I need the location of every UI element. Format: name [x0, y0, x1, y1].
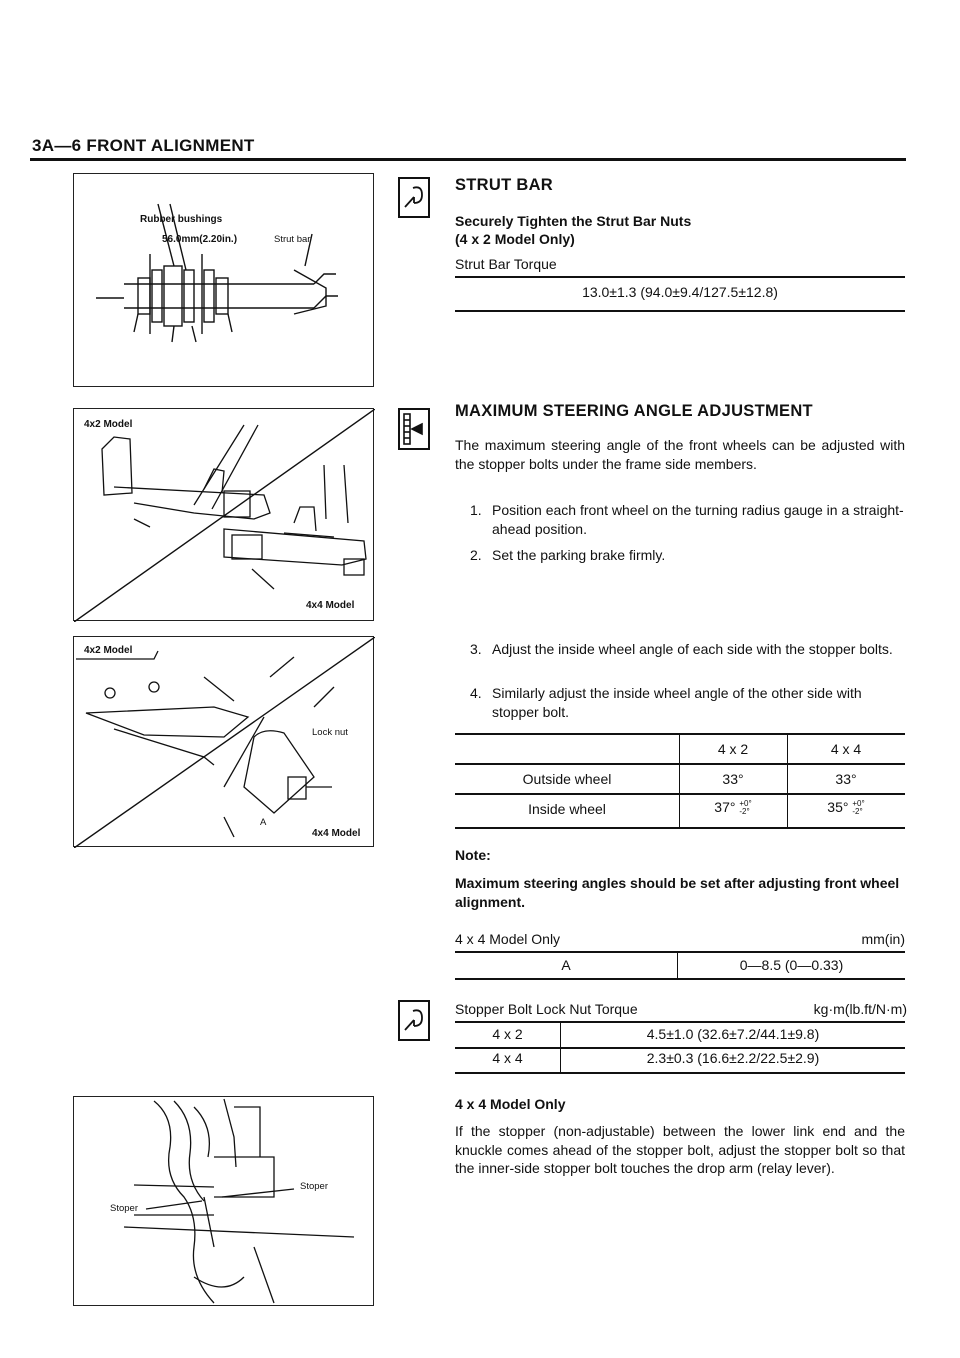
a-row-label: A — [561, 957, 571, 973]
outside-wheel-4x2: 33° — [722, 771, 744, 787]
model-layout-figure — [73, 408, 374, 621]
lock-nut-torque-unit: kg·m(lb.ft/N·m) — [813, 1001, 907, 1017]
strut-torque-value: 13.0±1.3 (94.0±9.4/127.5±12.8) — [582, 284, 778, 300]
step-2-number: 2. — [470, 547, 482, 563]
inside-wheel-label: Inside wheel — [528, 801, 606, 817]
a-table-rule-bottom — [455, 978, 905, 980]
lock-nut-label: Lock nut — [312, 727, 348, 738]
angle-table-divider-1 — [679, 733, 680, 828]
step-4-text: Similarly adjust the inside wheel angle of the other side with stopper bolt. — [492, 685, 862, 720]
inside-wheel-4x4-tolerance — [852, 800, 864, 816]
step-4-number: 4. — [470, 685, 482, 701]
strut-torque-rule-bottom — [455, 310, 905, 312]
step-4 — [470, 684, 906, 724]
inside-wheel-4x4-tol-minus: -2° — [852, 807, 863, 817]
step-1-text: Position each front wheel on the turning radius gauge in a straight-ahead position. — [492, 502, 904, 537]
dimension-a-label: A — [260, 817, 267, 828]
adjust-angle-icon — [398, 408, 430, 450]
step-1-number: 1. — [470, 502, 482, 518]
step-2 — [470, 546, 906, 566]
model-layout-drawing — [74, 409, 375, 622]
note-text: Maximum steering angles should be set after adjusting front wheel alignment. — [455, 875, 900, 910]
inside-wheel-4x4-tol-plus: +0° — [852, 799, 865, 809]
a-table-rule-top — [455, 951, 905, 953]
angle-table-divider-2 — [787, 733, 788, 828]
model-4x4-label: 4x4 Model — [306, 600, 355, 611]
inside-wheel-4x2-tol-plus: +0° — [739, 799, 752, 809]
lock-row-2-model: 4 x 4 — [492, 1050, 523, 1066]
model-only-label: 4 x 4 Model Only — [455, 931, 561, 947]
lock-row-1-value: 4.5±1.0 (32.6±7.2/44.1±9.8) — [646, 1026, 820, 1042]
page-header-title: 3A—6 FRONT ALIGNMENT — [32, 136, 255, 155]
angle-header-4x4: 4 x 4 — [830, 741, 862, 757]
steering-title: MAXIMUM STEERING ANGLE ADJUSTMENT — [455, 402, 813, 420]
strut-bar-subtitle-1: Securely Tighten the Strut Bar Nuts — [455, 213, 692, 229]
inside-wheel-4x2-tolerance — [739, 800, 751, 816]
inside-wheel-4x2-tol-minus: -2° — [739, 807, 750, 817]
stoper-right-label: Stoper — [300, 1181, 328, 1192]
angle-header-4x2: 4 x 2 — [717, 741, 749, 757]
strut-bar-label: Strut bar — [274, 234, 311, 245]
strut-bar-subtitle-2: (4 x 2 Model Only) — [455, 231, 575, 247]
header-rule — [30, 158, 906, 161]
strut-bar-drawing — [74, 174, 375, 388]
lock-nut-torque-label: Stopper Bolt Lock Nut Torque — [455, 1001, 638, 1017]
inside-wheel-4x4 — [787, 799, 905, 816]
lock-row-2-value: 2.3±0.3 (16.6±2.2/22.5±2.9) — [646, 1050, 820, 1066]
note-title: Note: — [455, 847, 491, 863]
lock-table-rule-mid — [455, 1047, 905, 1049]
stoper-figure — [73, 1096, 374, 1306]
torque-wrench-icon-2 — [398, 1000, 430, 1041]
steering-intro: The maximum steering angle of the front wheels can be adjusted with the stopper bolts under the frame side members. — [455, 437, 905, 472]
lock-row-1-model: 4 x 2 — [492, 1026, 523, 1042]
model-note-text: If the stopper (non-adjustable) between the lower link end and the knuckle comes ahead of the stopper bolt, adjust the stopper bolt so that the inner-side stopper bolt touches the drop arm (relay lever). — [455, 1123, 905, 1176]
step-3-text: Adjust the inside wheel angle of each side with the stopper bolts. — [492, 641, 893, 657]
model-4x2-label: 4x2 Model — [84, 419, 133, 430]
inside-wheel-4x2-value: 37° — [714, 799, 736, 815]
angle-table — [455, 733, 905, 833]
strut-torque-rule-top — [455, 276, 905, 278]
step-3 — [470, 640, 906, 680]
model-note-title: 4 x 4 Model Only — [455, 1096, 566, 1112]
inside-wheel-4x4-value: 35° — [827, 799, 849, 815]
lock-nut-drawing — [74, 637, 375, 848]
strut-bar-title: STRUT BAR — [455, 176, 554, 194]
a-row-value: 0—8.5 (0—0.33) — [739, 957, 844, 973]
stoper-left-label: Stoper — [110, 1203, 138, 1214]
inside-wheel-4x2 — [679, 799, 787, 816]
outside-wheel-4x4: 33° — [835, 771, 857, 787]
lock-4x2-label: 4x2 Model — [84, 645, 133, 656]
strut-bar-figure — [73, 173, 374, 387]
model-only-unit: mm(in) — [861, 931, 905, 947]
lock-nut-figure — [73, 636, 374, 847]
rubber-bushings-label: Rubber bushings — [140, 214, 223, 225]
lock-table-divider — [560, 1021, 561, 1073]
strut-torque-label: Strut Bar Torque — [455, 256, 557, 272]
stoper-drawing — [74, 1097, 375, 1307]
lock-table-rule-bottom — [455, 1072, 905, 1074]
outside-wheel-label: Outside wheel — [522, 771, 612, 787]
dimension-label: 56.0mm(2.20in.) — [162, 234, 238, 245]
lock-table-rule-top — [455, 1021, 905, 1023]
step-1 — [470, 501, 906, 541]
step-3-number: 3. — [470, 641, 482, 657]
lock-4x4-label: 4x4 Model — [312, 828, 361, 839]
step-2-text: Set the parking brake firmly. — [492, 547, 666, 563]
torque-wrench-icon — [398, 177, 430, 218]
